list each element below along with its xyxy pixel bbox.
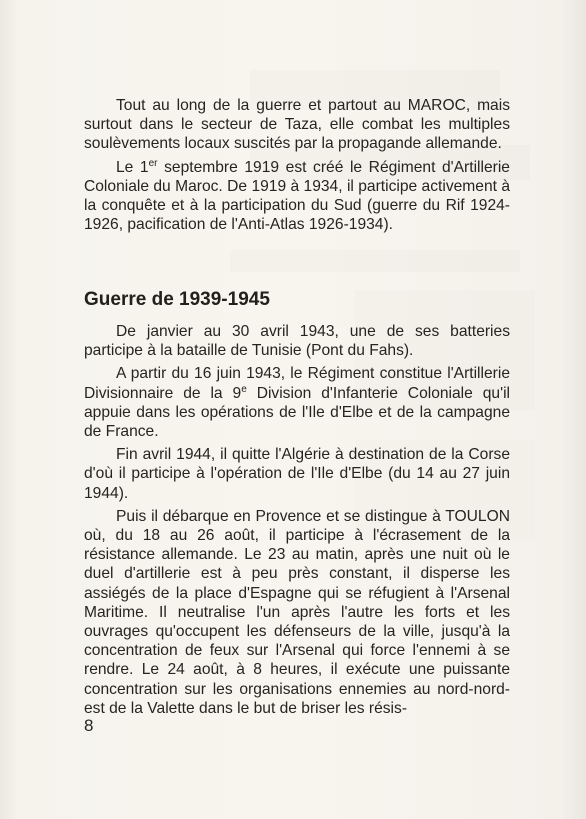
intro-text-block: [84, 96, 510, 238]
paragraph-text: A partir du 16 juin 1943, le Régiment constitue l'Artillerie Divisionnaire de la 9: [84, 365, 510, 402]
paragraph-text: septembre 1919 est créé le Régiment d'Artillerie Coloniale du Maroc. De 1919 à 1934, il participe activement à la conquête et à la participation du Sud (guerre du Rif 1924-1926, pacification de l'Anti-Atlas 1926-1934).: [84, 158, 510, 234]
paragraph-regiment-creation: [84, 158, 510, 235]
war-text-block: [84, 322, 510, 722]
paragraph-tunisie: De janvier au 30 avril 1943, une de ses batteries participe à la bataille de Tunisie (Pont du Fahs).: [84, 323, 510, 360]
ordinal-superscript: e: [241, 383, 247, 395]
paragraph-toulon: Puis il débarque en Provence et se distingue à TOULON où, du 18 au 26 août, il participe à l'écrasement de la résistance allemande. Le 23 au matin, après une nuit où le duel d'artillerie est à peu près constant, il disperse les assiégés de la place d'Espagne qui se réfugient à l'Arsenal Maritime. Il neutralise l'un après l'autre les forts et les ouvrages qu'occupent les défenseurs de la ville, jusqu'à la concentration de feux sur l'Arsenal qui force l'ennemi à se rendre. Le 24 août, à 8 heures, il exécute une puissante concentration sur les organisations ennemies au nord-nord-est de la Valette dans le but de briser les résis-: [84, 507, 510, 717]
paragraph-maroc: Tout au long de la guerre et partout au MAROC, mais surtout dans le secteur de Taza, elle combat les multiples soulèvements locaux suscités par la propagande allemande.: [84, 97, 510, 153]
paragraph-text: Division d'Infanterie Coloniale qu'il appuie dans les opérations de l'Ile d'Elbe et de la campagne de France.: [84, 384, 510, 441]
paragraph-corse: Fin avril 1944, il quitte l'Algérie à destination de la Corse d'où il participe à l'opération de l'Ile d'Elbe (du 14 au 27 juin 1944).: [84, 446, 510, 502]
paragraph-artillerie-divisionnaire: [84, 364, 510, 441]
page-number: 8: [84, 716, 94, 735]
section-heading: Guerre de 1939-1945: [84, 289, 270, 310]
ordinal-superscript: er: [148, 157, 158, 169]
paragraph-text: Le 1: [116, 158, 149, 176]
